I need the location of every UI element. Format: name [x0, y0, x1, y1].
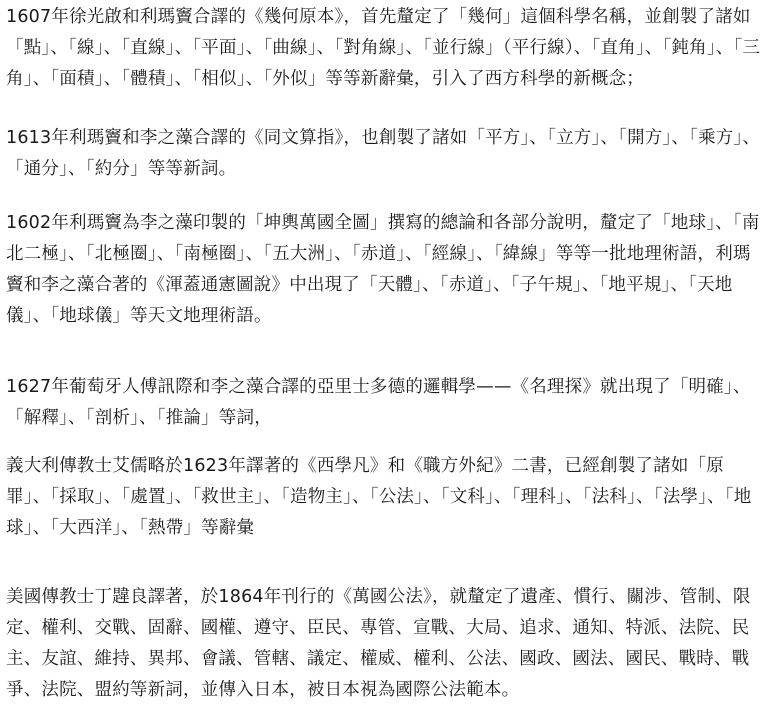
paragraph-wanguo-gongfa: 美國傳教士丁韙良譯著，於1864年刊行的《萬國公法》，就釐定了遺產、慣行、關涉、管制、限定、權利、交戰、固辭、國權、遵守、臣民、專管、宣戰、大局、追求、通知、特派、法院、民主、友誼、維持、異邦、會議、管轄、議定、權威、權利、公法、國政、國法、國民、戰時、戰爭、法院、盟約等新詞，並傳入日本，被日本視為國際公法範本。: [6, 587, 751, 700]
paragraph-xixue-fan: 義大利傳教士艾儒略於1623年譯著的《西學凡》和《職方外紀》二書，已經創製了諸如「原罪」、「採取」、「處置」、「救世主」、「造物主」、「公法」、「文科」、「理科」、「法科」、「法學」、「地球」、「大西洋」、「熱帶」等辭彙: [6, 456, 752, 538]
paragraph-tongwen-suanzhi: 1613年利瑪竇和李之藻合譯的《同文算指》，也創製了諸如「平方」、「立方」、「開方」、「乘方」、「通分」、「約分」等等新詞。: [6, 128, 761, 179]
paragraph-mingli-tan: 1627年葡萄牙人傅訊際和李之藻合譯的亞里士多德的邏輯學——《名理探》就出現了「明確」、「解釋」、「剖析」、「推論」等詞，: [6, 377, 751, 428]
paragraph-jihe-yuanben: 1607年徐光啟和利瑪竇合譯的《幾何原本》，首先釐定了「幾何」這個科學名稱，並創製了諸如「點」、「線」、「直線」、「平面」、「曲線」、「對角線」、「並行線」（平行線）、「直角」、「鈍角」、「三角」、「面積」、「體積」、「相似」、「外似」等等新辭彙，引入了西方科學的新概念；: [6, 7, 761, 89]
paragraph-kunyu-wanguo-quantu: 1602年利瑪竇為李之藻印製的「坤輿萬國全圖」撰寫的總論和各部分說明，釐定了「地球」、「南北二極」、「北極圈」、「南極圈」、「五大洲」、「赤道」、「經線」、「緯線」等等一批地理術語，利瑪竇和李之藻合著的《渾蓋通憲圖說》中出現了「天體」、「赤道」、「子午規」、「地平規」、「天地儀」、「地球儀」等天文地理術語。: [6, 213, 760, 326]
